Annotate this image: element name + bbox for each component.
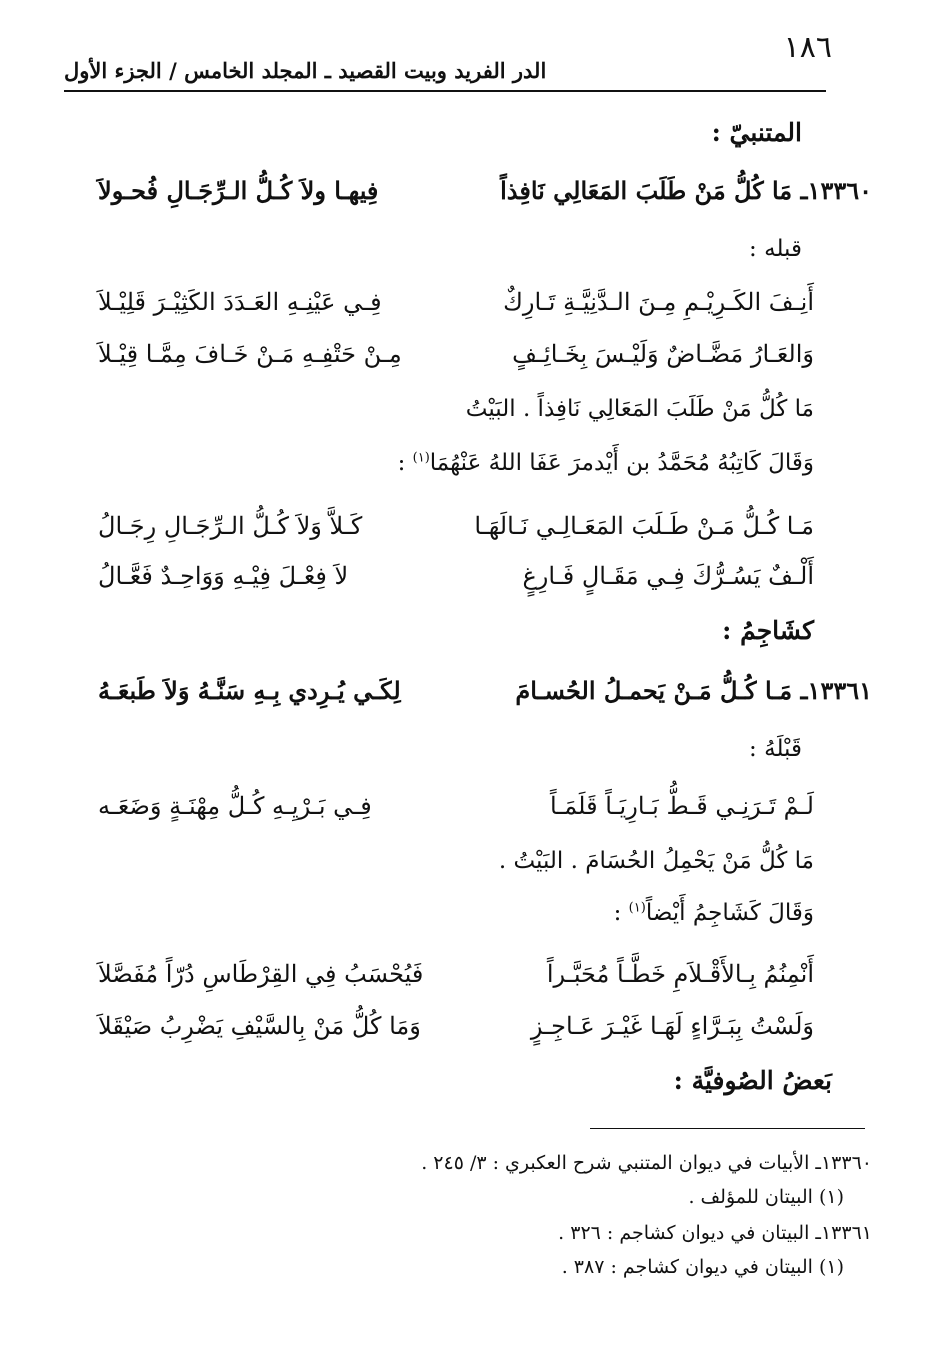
author-intro xyxy=(398,450,814,476)
before-label: قَبْلَهُ : xyxy=(749,736,802,762)
verse-right-hemistich: أَلْـفٌ يَسُـرُّكَ فِـي مَقَـالٍ فَـارِغٍ xyxy=(522,562,814,590)
verse-left-hemistich: لِكَـي يُـرِدي بِـهِ سَنَّـهُ وَلاَ طَبعَـهُ xyxy=(98,676,401,705)
closing-line: مَا كُلُّ مَنْ يَحْمِلُ الحُسَامَ . البَيْتُ . xyxy=(498,848,814,874)
verse-13360 xyxy=(98,176,872,216)
verse-right-hemistich: وَالعَـارُ مَضَّـاضٌ وَلَيْـسَ بِخَـائِـفٍ xyxy=(512,340,814,368)
verse-right-hemistich: مَـا كُـلُّ مَـنْ طَـلَبَ المَعَـالِـي نَـالَهَـا xyxy=(474,512,814,540)
poet-name: المتنبيّ : xyxy=(711,118,802,147)
footnote: (١) البيتان للمؤلف . xyxy=(688,1186,844,1208)
author-verse xyxy=(98,1012,814,1052)
author-intro-colon: : xyxy=(397,450,413,476)
author-verse xyxy=(98,562,814,602)
running-title: الدر الفريد وبيت القصيد ـ المجلد الخامس / الجزء الأول xyxy=(64,58,547,83)
author-verse xyxy=(98,512,814,552)
author-intro xyxy=(614,900,814,926)
author-verse xyxy=(98,960,814,1000)
verse-right-hemistich: ١٣٣٦١ـ مَـا كُـلُّ مَـنْ يَحمـلُ الحُسـامَ xyxy=(515,676,872,705)
verse-right-hemistich: وَلَسْتُ بِبَـرَّاءٍ لَهَـا غَيْـرَ عَـاجِـزٍ xyxy=(530,1012,814,1040)
verse-left-hemistich: لاَ فِعْـلَ فِيْـهِ وَوَاحِـدٌ فَعَّـالُ xyxy=(98,562,349,590)
author-intro-text: وَقَالَ كَاتِبُهُ مُحَمَّدُ بن أَيْدمرَ عَفَا اللهُ عَنْهُمَا xyxy=(429,450,814,476)
verse-right-hemistich: أَنْمِنُمُ بِـالأَقْـلاَمِ خَطَّـاً مُحَبَّـراً xyxy=(546,960,814,988)
page-number: ١٨٦ xyxy=(783,30,832,65)
verse-left-hemistich: وَمَا كُلُّ مَنْ بِالسَّيْفِ يَضْرِبُ صَيْقَلاَ xyxy=(98,1012,421,1040)
poet-name: بَعضُ الصُوفيَّة : xyxy=(673,1066,832,1095)
author-intro-text: وَقَالَ كَشَاجِمُ أَيْضاً xyxy=(645,900,814,926)
verse-right-hemistich: لَـمْ تَـرَنِـي قَـطُّ بَـارِيَـاً قَلَمَـاً xyxy=(549,792,814,820)
footnote-mark: (١) xyxy=(628,900,646,916)
footnote: ١٣٣٦١ـ البيتان في ديوان كشاجم : ٣٢٦ . xyxy=(558,1222,872,1244)
footnote: ١٣٣٦٠ـ الأبيات في ديوان المتنبي شرح العكبري : ٣/ ٢٤٥ . xyxy=(421,1152,872,1174)
header-rule xyxy=(64,90,826,92)
verse-left-hemistich: فِيهـا ولاَ كُـلُّ الـرِّجَـالِ فُحـولاَ xyxy=(98,176,379,205)
poet-name: كشَاجِمُ : xyxy=(722,616,814,645)
verse-left-hemistich: فِـي بَـرْيِـهِ كُـلُّ مِهْنَـةٍ وَضَعَـه xyxy=(98,792,372,820)
footnote-mark: (١) xyxy=(412,450,430,466)
before-label: قبله : xyxy=(749,236,802,262)
verse-right-hemistich: أَنِـفَ الكَـرِيْـمِ مِـنَ الـدَّنِيَّـةِ تَـارِكٌ xyxy=(503,288,814,316)
footnote: (١) البيتان في ديوان كشاجم : ٣٨٧ . xyxy=(561,1256,844,1278)
verse-left-hemistich: فَيُحْسَبُ فِي القِرْطَاسِ دُرّاً مُفَصَّلاَ xyxy=(98,960,424,988)
author-intro-colon: : xyxy=(613,900,629,926)
prev-verse xyxy=(98,792,814,832)
verse-13361 xyxy=(98,676,872,716)
prev-verse xyxy=(98,288,814,328)
verse-left-hemistich: فِـي عَيْنِـهِ العَـدَدَ الكَثِيْـرَ قَلِيْـلاَ xyxy=(98,288,382,316)
footnote-rule xyxy=(590,1128,865,1129)
closing-line: مَا كُلُّ مَنْ طَلَبَ المَعَالِي نَافِذاً . البَيْتُ xyxy=(465,396,814,422)
verse-left-hemistich: مِـنْ حَتْفِـهِ مَـنْ خَـافَ مِمَّـا قِيْـلاَ xyxy=(98,340,402,368)
prev-verse xyxy=(98,340,814,380)
verse-left-hemistich: كَـلاَّ وَلاَ كُـلُّ الـرِّجَـالِ رِجَـالُ xyxy=(98,512,363,540)
verse-right-hemistich: ١٣٣٦٠ـ مَا كُلُّ مَنْ طَلَبَ المَعَالِي نَافِذاً xyxy=(500,176,872,205)
